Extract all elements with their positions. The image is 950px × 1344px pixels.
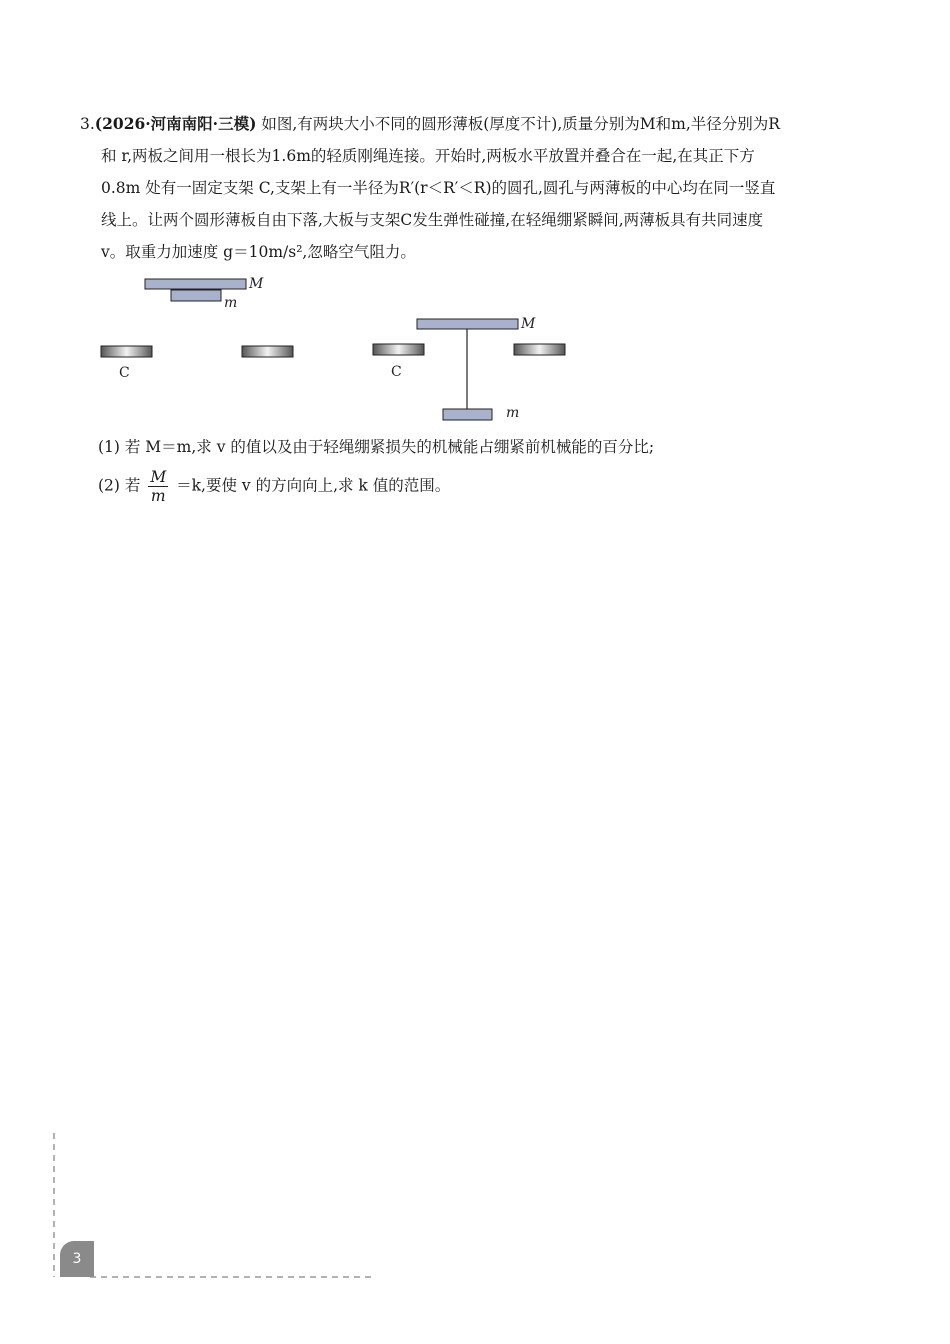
support-right-b — [514, 344, 565, 355]
plate-m-right — [443, 409, 492, 420]
page-number: 3 — [60, 1241, 94, 1277]
page-corner-decoration — [50, 1133, 380, 1283]
problem-text-line: 线上。让两个圆形薄板自由下落,大板与支架C发生弹性碰撞,在轻绳绷紧瞬间,两薄板具有共同速度 — [101, 211, 764, 229]
plate-M-left — [145, 279, 246, 289]
problem-text-line: 和 r,两板之间用一根长为1.6m的轻质刚绳连接。开始时,两板水平放置并叠合在一起,在其正下方 — [101, 147, 755, 165]
label-M-left: M — [249, 276, 264, 292]
label-C-left: C — [119, 365, 130, 381]
problem-text-line: 如图,有两块大小不同的圆形薄板(厚度不计),质量分别为M和m,半径分别为R — [256, 115, 780, 133]
problem-number: 3. — [80, 115, 95, 133]
label-M-right: M — [521, 316, 536, 332]
question-2 — [98, 468, 450, 505]
support-left-a — [101, 346, 152, 357]
problem-line-1 — [80, 108, 880, 140]
label-C-right: C — [391, 364, 402, 380]
fraction-M-over-m — [148, 468, 168, 505]
fraction-denominator: m — [150, 487, 166, 505]
label-m-right: m — [506, 405, 520, 421]
fraction-numerator: M — [150, 468, 167, 486]
question-1: (1) 若 M＝m,求 v 的值以及由于轻绳绷紧损失的机械能占绷紧前机械能的百分比; — [98, 438, 655, 456]
support-right-a — [373, 344, 424, 355]
plate-M-right — [417, 319, 518, 329]
problem-text-line: 0.8m 处有一固定支架 C,支架上有一半径为R′(r＜R′＜R)的圆孔,圆孔与两薄板的中心均在同一竖直 — [101, 179, 776, 197]
problem-source: (2026·河南南阳·三模) — [94, 114, 257, 133]
question-2-suffix: ＝k,要使 v 的方向向上,求 k 值的范围。 — [176, 476, 451, 495]
plate-m-left — [171, 290, 221, 301]
support-left-b — [242, 346, 293, 357]
problem-statement — [80, 108, 880, 268]
problem-text-line: v。取重力加速度 g＝10m/s²,忽略空气阻力。 — [101, 243, 416, 261]
label-m-left: m — [224, 295, 238, 311]
question-2-prefix: (2) 若 — [98, 476, 141, 495]
